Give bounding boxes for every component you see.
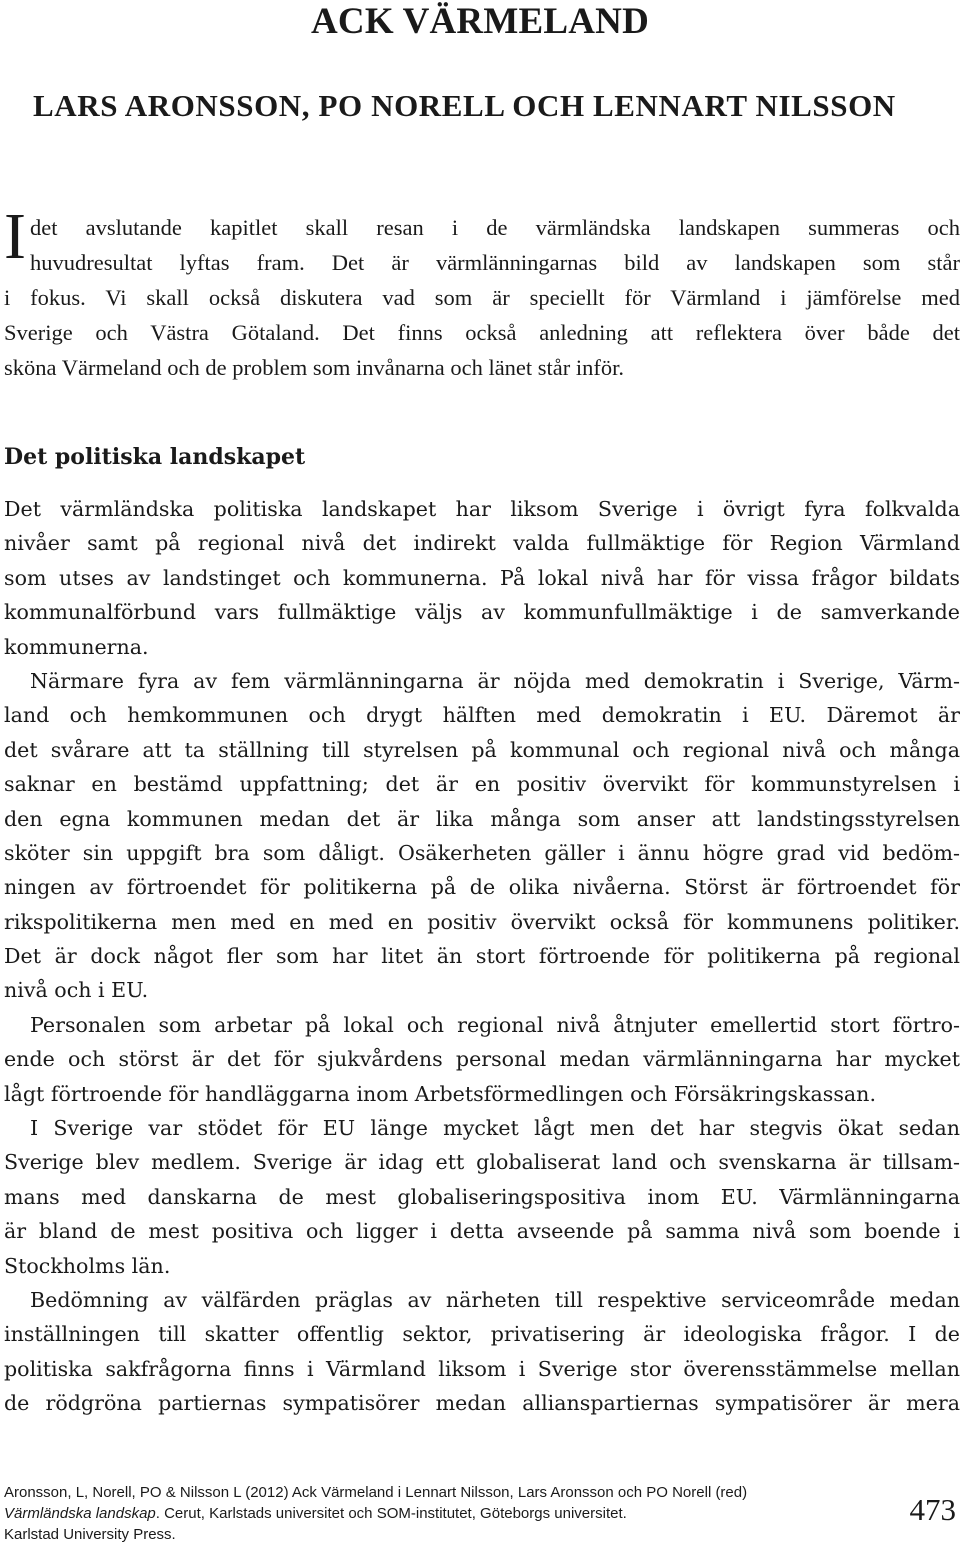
drop-cap: I [4, 200, 26, 273]
body-line: nivåer samt på regional nivå det indirekt valda fullmäktige för Region Värmland [4, 531, 960, 556]
body-line: sköter sin uppgift bra som dåligt. Osäkerheten gäller i ännu högre grad vid bedöm- [4, 840, 960, 865]
body-line: som utses av landstinget och kommunerna. På lokal nivå har för vissa frågor bildats [4, 565, 960, 590]
body-line: saknar en bestämd uppfattning; det är en positiv övervikt för kommunstyrelsen i [4, 772, 960, 797]
citation-footer [4, 1482, 747, 1545]
body-line: I Sverige var stödet för EU länge mycket lågt men det har stegvis ökat sedan [30, 1116, 960, 1141]
intro-paragraph [4, 200, 960, 385]
body-line: den egna kommunen medan det är lika många som anser att landstingsstyrelsen [4, 806, 960, 831]
intro-line: Sverige och Västra Götaland. Det finns också anledning att reflektera över både det [4, 320, 960, 345]
body-line: Sverige blev medlem. Sverige är idag ett globaliserat land och svenskarna är tillsam- [4, 1150, 960, 1175]
body-line: kommunalförbund vars fullmäktige väljs av kommunfullmäktige i de samverkande [4, 600, 960, 625]
intro-line: I det avslutande kapitlet skall resan i de värmländska landskapen summeras och [4, 200, 960, 273]
body-line: mans med danskarna de mest globaliseringspositiva inom EU. Värmlänningarna [4, 1184, 960, 1209]
intro-line: huvudresultat lyftas fram. Det är värmlänningarnas bild av landskapen som står [30, 250, 960, 275]
body-line: ningen av förtroendet för politikerna på de olika nivåerna. Störst är förtroendet för [4, 875, 960, 900]
section-heading: Det politiska landskapet [4, 444, 306, 470]
body-line: Det är dock något fler som har litet än stort förtroende för politikerna på regional [4, 944, 960, 969]
intro-line: sköna Värmeland och de problem som invånarna och länet står inför. [4, 355, 625, 380]
body-line: nivå och i EU. [4, 978, 149, 1003]
body-line: Stockholms län. [4, 1253, 171, 1278]
chapter-title: ACK VÄRMELAND [310, 1, 649, 42]
citation-line: Värmländska landskap. Cerut, Karlstads universitet och SOM-institutet, Göteborgs universitet. [4, 1505, 627, 1522]
citation-book-title: Värmländska landskap [4, 1505, 156, 1522]
body-line: de rödgröna partiernas sympatisörer medan allianspartiernas sympatisörer är mera [4, 1391, 960, 1416]
body-text [4, 492, 960, 1421]
body-line: Det värmländska politiska landskapet har liksom Sverige i övrigt fyra folkvalda [4, 497, 960, 521]
body-line: ende och störst är det för sjukvårdens personal medan värmlänningarna har mycket [4, 1047, 960, 1072]
citation-line: Aronsson, L, Norell, PO & Nilsson L (2012) Ack Värmeland i Lennart Nilsson, Lars Aronsson och PO Norell (red) [4, 1484, 748, 1501]
body-line: politiska sakfrågorna finns i Värmland liksom i Sverige stor överensstämmelse mellan [4, 1356, 960, 1381]
body-line: kommunerna. [4, 634, 149, 659]
citation-line: Karlstad University Press. [4, 1526, 176, 1543]
page-number: 473 [909, 1492, 956, 1527]
body-line: Närmare fyra av fem värmlänningarna är nöjda med demokratin i Sverige, Värm- [30, 668, 960, 693]
body-line: inställningen till skatter offentlig sektor, privatisering är ideologiska frågor. I de [4, 1322, 960, 1347]
body-line: är bland de mest positiva och ligger i detta avseende på samma nivå som boende i [4, 1219, 960, 1244]
chapter-authors: LARS ARONSSON, PO NORELL OCH LENNART NILSSON [33, 88, 896, 123]
intro-line: i fokus. Vi skall också diskutera vad som är speciellt för Värmland i jämförelse med [4, 285, 960, 310]
body-line: Bedömning av välfärden präglas av närheten till respektive serviceområde medan [30, 1287, 960, 1312]
body-line: land och hemkommunen och drygt hälften med demokratin i EU. Däremot är [4, 703, 960, 728]
body-line: det svårare att ta ställning till styrelsen på kommunal och regional nivå och många [4, 737, 960, 762]
body-line: lågt förtroende för handläggarna inom Arbetsförmedlingen och Försäkringskassan. [4, 1081, 876, 1106]
body-line: Personalen som arbetar på lokal och regional nivå åtnjuter emellertid stort förtro- [30, 1012, 960, 1037]
body-line: rikspolitikerna men med en med en positiv övervikt också för kommunens politiker. [4, 909, 960, 934]
